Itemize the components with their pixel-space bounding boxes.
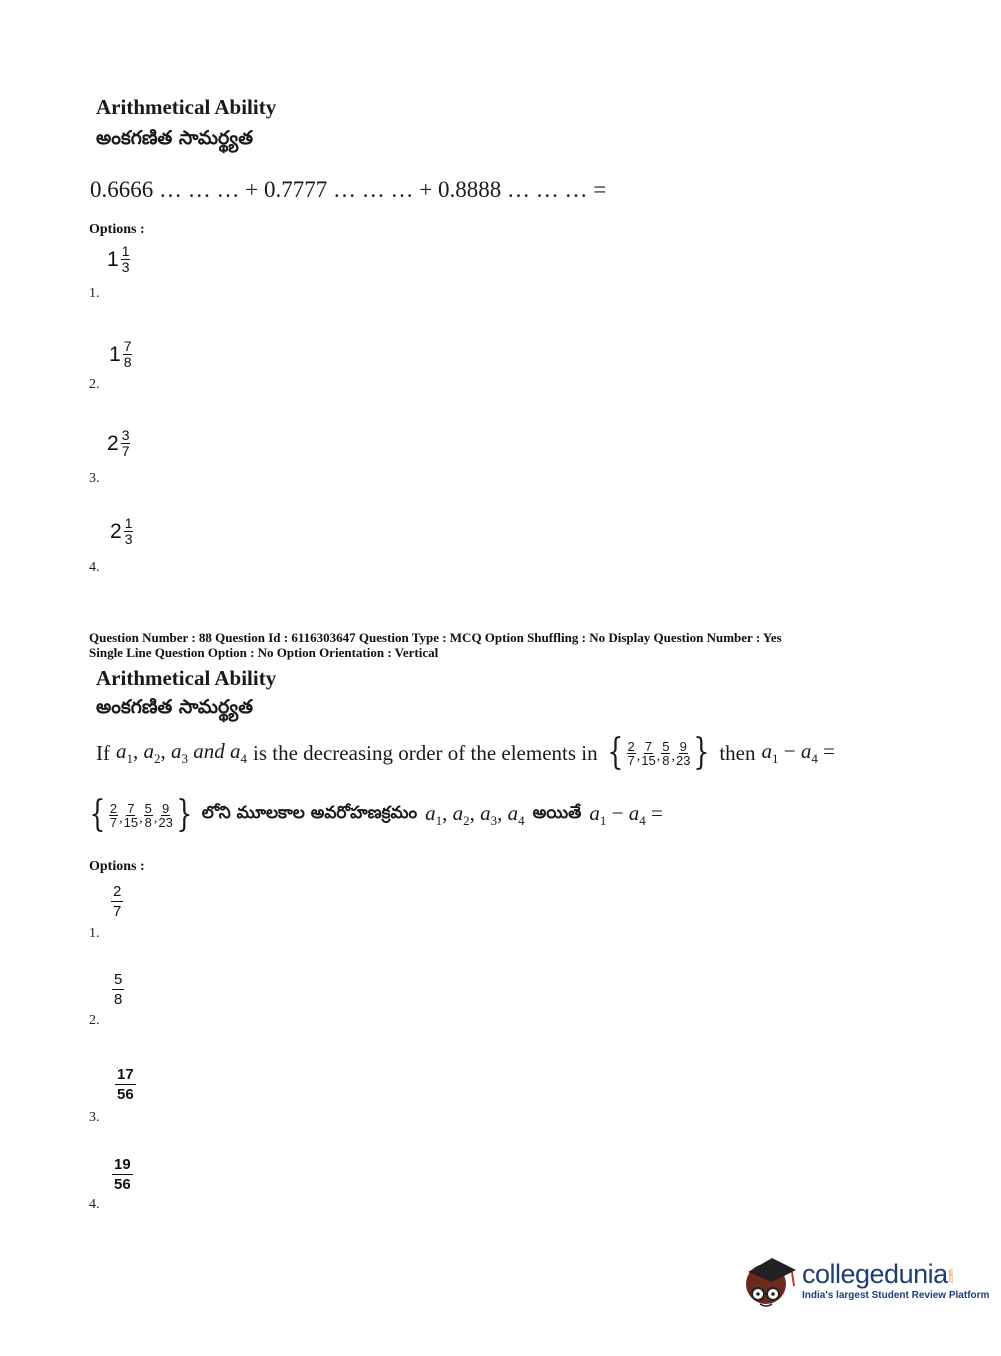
option-number: 1. (89, 286, 100, 301)
denominator: 15 (123, 814, 139, 830)
option-number: 3. (89, 1110, 100, 1125)
whole-part: 2 (110, 519, 122, 543)
denominator: 7 (109, 814, 118, 830)
fraction-set: { $\frac{2}{7}$ , $\frac{7}{15}$ , $\frac{5}{8}$ , $\frac{9}{23}$ } (89, 794, 193, 835)
telugu-text: అయితే (532, 803, 582, 823)
numerator: 1 (121, 243, 130, 259)
expression: $a_1 - a_4$ = (761, 738, 835, 767)
whole-part: 1 (109, 342, 121, 366)
denominator: 56 (117, 1086, 134, 1103)
option-number: 4. (89, 560, 100, 575)
options-label: Options : (89, 859, 145, 874)
denominator: 7 (121, 443, 130, 459)
set-fraction (158, 802, 172, 829)
set-fraction (641, 740, 655, 767)
fraction (121, 244, 131, 275)
question-then: then (719, 740, 756, 765)
option-value (112, 970, 124, 1009)
set-fraction (676, 740, 690, 767)
numerator: 2 (627, 738, 635, 754)
denominator: 56 (114, 1176, 131, 1193)
denominator: 7 (627, 752, 635, 768)
set-fraction (124, 802, 138, 829)
denominator: 8 (144, 814, 152, 830)
denominator: 8 (662, 752, 670, 768)
brace-left: { (607, 732, 624, 773)
option-number: 2. (89, 377, 100, 392)
numerator: 7 (123, 338, 132, 354)
option-number: 3. (89, 471, 100, 486)
question-text (96, 732, 835, 773)
mascot-icon (742, 1250, 800, 1310)
fraction (121, 428, 131, 459)
set-fraction (627, 740, 636, 767)
logo-suffix: .com (947, 1268, 955, 1284)
fraction-set: { $\frac{2}{7}$ , $\frac{7}{15}$ , $\frac{5}{8}$ , $\frac{9}{23}$ } (607, 732, 710, 773)
whole-part: 1 (107, 247, 119, 271)
brace-right: } (176, 794, 193, 835)
option-value (115, 1065, 136, 1104)
expression: $a_1 - a_4$ = (589, 800, 663, 829)
question-meta-line-2: Single Line Question Option : No Option Orientation : Vertical (89, 645, 439, 660)
numerator: 2 (113, 883, 122, 900)
option-value (109, 339, 132, 370)
option-number: 1. (89, 926, 100, 941)
denominator: 23 (158, 814, 173, 830)
denominator: 23 (675, 752, 691, 768)
set-fraction (109, 802, 118, 829)
whole-part: 2 (107, 431, 119, 455)
logo-name: collegedunia (802, 1259, 948, 1289)
numerator: 17 (117, 1066, 134, 1083)
denominator: 7 (113, 903, 122, 920)
numerator: 7 (644, 738, 653, 754)
collegedunia-logo[interactable] (742, 1250, 989, 1310)
set-fraction (661, 740, 670, 767)
numerator: 9 (161, 800, 170, 816)
question-text: 0.6666 … … … + 0.7777 … … … + 0.8888 … … … = (90, 177, 607, 202)
question-meta-line-1: Question Number : 88 Question Id : 6116303647 Question Type : MCQ Option Shuffling : No Display Question Number : Yes (89, 630, 782, 645)
option-number: 2. (89, 1013, 100, 1028)
options-label: Options : (89, 222, 145, 237)
sequence-variables: $a_1$, $a_2$, $a_3$ and $a_4$ (116, 738, 247, 767)
option-value (111, 882, 123, 921)
denominator: 15 (641, 752, 656, 768)
numerator: 5 (662, 738, 670, 754)
section-heading: Arithmetical Ability (96, 666, 277, 690)
denominator: 8 (123, 354, 132, 370)
numerator: 7 (127, 800, 135, 816)
fraction (123, 339, 133, 370)
option-number: 4. (89, 1197, 100, 1212)
numerator: 5 (114, 971, 123, 988)
logo-tagline: India's largest Student Review Platform (802, 1290, 990, 1301)
numerator: 19 (114, 1156, 131, 1173)
numerator: 2 (109, 800, 118, 816)
section-heading: Arithmetical Ability (96, 95, 277, 119)
option-value (107, 428, 130, 459)
brace-right: } (693, 732, 710, 773)
numerator: 3 (121, 427, 130, 443)
option-value (110, 516, 133, 547)
numerator: 9 (679, 738, 687, 754)
sequence-variables: $a_1$, $a_2$, $a_3$, $a_4$ (425, 800, 525, 829)
fraction (124, 516, 134, 547)
denominator: 8 (114, 991, 123, 1008)
logo-text-block (802, 1259, 989, 1301)
numerator: 1 (124, 515, 133, 531)
question-prefix: If (96, 740, 110, 765)
denominator: 3 (124, 531, 133, 547)
brace-left: { (89, 794, 106, 835)
question-middle: is the decreasing order of the elements in (253, 740, 598, 765)
section-heading-telugu: అంకగణిత సామర్థ్యత (96, 127, 254, 149)
section-heading-telugu: అంకగణిత సామర్థ్యత (96, 696, 254, 718)
telugu-text: లోని మూలకాల అవరోహణక్రమం (201, 803, 418, 823)
question-text-telugu (86, 794, 663, 835)
option-value (107, 244, 130, 275)
option-value (112, 1155, 133, 1194)
set-fraction (144, 802, 153, 829)
denominator: 3 (121, 259, 130, 275)
numerator: 5 (144, 800, 152, 816)
